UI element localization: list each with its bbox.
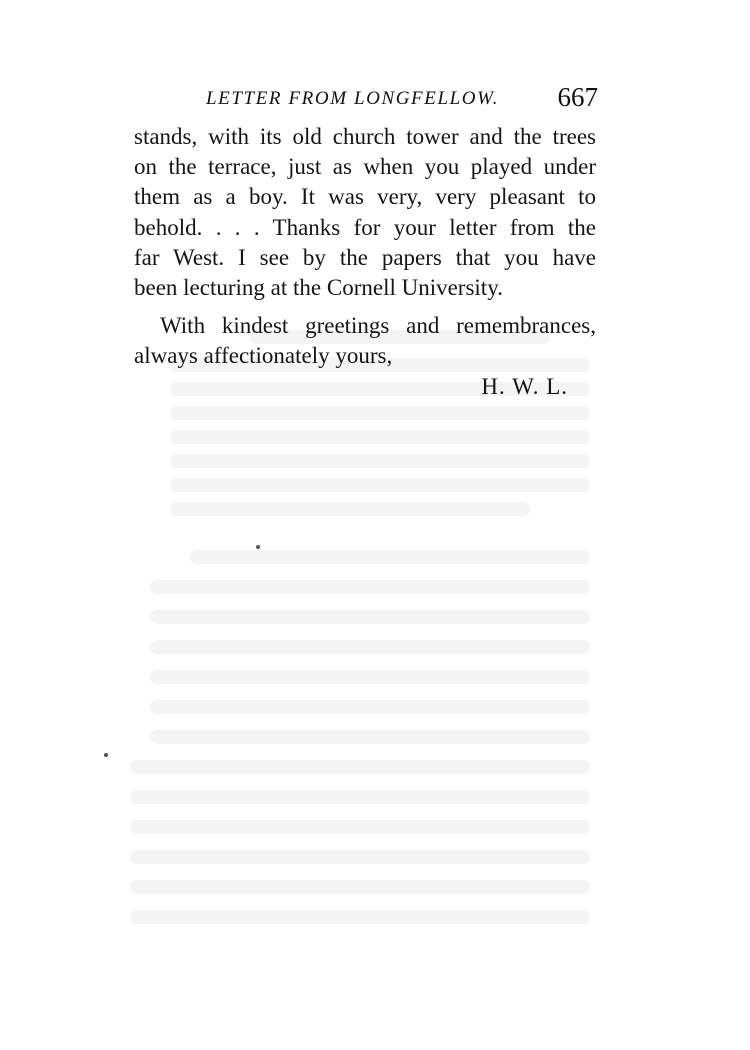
running-title: LETTER FROM LONGFELLOW. bbox=[206, 88, 500, 109]
text-line: stands, with its old church tower and the trees bbox=[134, 124, 596, 149]
text-line: been lecturing at the Cornell University. bbox=[134, 275, 503, 301]
text-line: on the terrace, just as when you played under bbox=[134, 154, 596, 180]
text-line: behold. . . . Thanks for your letter from the bbox=[134, 214, 596, 240]
page-number: 667 bbox=[557, 82, 598, 112]
closing-line: With kindest greetings and remembrances, bbox=[160, 313, 596, 339]
signature: H. W. L. bbox=[481, 373, 568, 399]
text-line: them as a boy. It was very, very pleasant to bbox=[134, 184, 596, 210]
ink-speck bbox=[256, 545, 260, 549]
ink-speck bbox=[104, 753, 108, 757]
running-head bbox=[200, 82, 600, 118]
text-line: far West. I see by the papers that you have bbox=[134, 244, 596, 270]
show-through-text bbox=[130, 330, 630, 950]
letter-text bbox=[134, 122, 596, 402]
closing-line: always affectionately yours, bbox=[134, 343, 393, 369]
